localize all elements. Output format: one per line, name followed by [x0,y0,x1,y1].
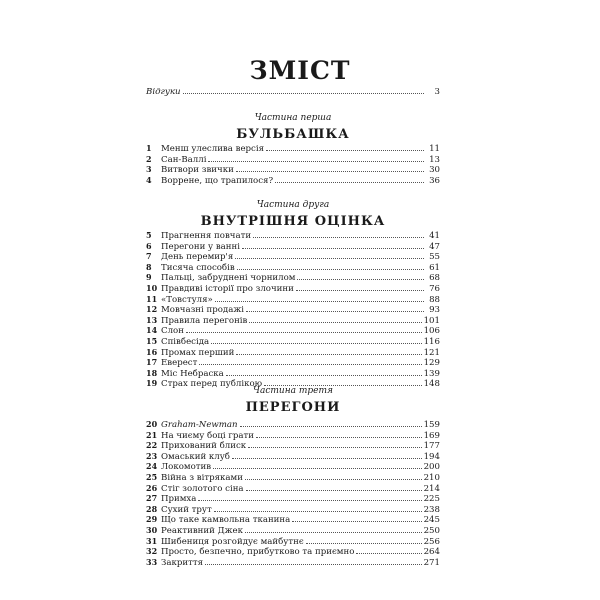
toc-intro [146,86,440,97]
chapter-page: 121 [423,347,440,358]
chapter-title: Graham-Newman [161,420,238,430]
chapter-title: Сухий трут [161,504,212,515]
part-heading [146,113,440,142]
chapter-number: 30 [146,524,158,535]
chapter-title: Співбесіда [161,336,210,347]
chapter-title: Правила перегонів [161,315,248,326]
dot-leader [198,493,421,501]
chapter-number: 25 [146,471,158,482]
chapter-title: Просто, безпечно, прибутково та приємно [161,547,355,558]
toc-row [146,86,440,97]
part-subtitle: Частина третя [253,386,333,396]
chapter-page: 210 [423,472,440,483]
chapter-title: Реактивний Джек [161,525,243,536]
dot-leader [186,325,422,333]
chapter-page: 36 [429,175,440,186]
toc-part-1 [146,143,440,185]
dot-leader [235,251,424,259]
chapter-number: 3 [146,164,152,175]
dot-leader [240,419,422,427]
chapter-number: 13 [146,314,158,325]
chapter-page: 177 [423,441,440,452]
chapter-page: 93 [429,305,440,316]
chapter-number: 24 [146,461,158,472]
part-heading [146,386,440,415]
dot-leader [242,241,424,249]
chapter-page: 214 [423,483,440,494]
toc-row [146,357,440,368]
chapter-title: Воррене, що трапилося? [161,175,274,186]
chapter-number: 5 [146,230,152,240]
dot-leader [245,472,422,480]
dot-leader [249,315,421,323]
toc-row [146,440,440,451]
toc-row [146,451,440,462]
chapter-page: 139 [423,368,440,379]
dot-leader [208,154,424,162]
chapter-number: 29 [146,514,158,525]
part-name: ВНУТРІШНЯ ОЦІНКА [200,214,386,229]
chapter-page: 76 [429,283,440,294]
toc-row [146,304,440,315]
chapter-number: 18 [146,367,158,378]
chapter-number: 31 [146,535,158,546]
chapter-page: 30 [429,165,440,176]
chapter-number: 7 [146,251,152,262]
toc-row [146,483,440,494]
chapter-number: 26 [146,482,158,493]
chapter-page: 68 [429,273,440,284]
toc-row [146,251,440,262]
chapter-number: 15 [146,335,158,346]
chapter-title: Омаський клуб [161,451,230,462]
toc-row [146,514,440,525]
toc-row [146,164,440,175]
chapter-page: 245 [423,515,440,526]
toc-row [146,347,440,358]
chapter-title: Що таке камвольна тканина [161,515,291,526]
toc-row [146,557,440,568]
toc-row [146,154,440,165]
part-subtitle: Частина друга [256,200,330,210]
toc-label: Відгуки [146,87,181,97]
chapter-number: 23 [146,450,158,461]
chapter-page: 271 [423,557,440,568]
chapter-title: «Товстуля» [161,294,213,305]
chapter-number: 28 [146,503,158,514]
dot-leader [248,440,421,448]
toc-row [146,525,440,536]
chapter-number: 19 [146,378,158,389]
chapter-page: 129 [423,358,440,369]
chapter-title: Витвори звички [161,165,234,176]
chapter-page: 101 [423,315,440,326]
chapter-title: Страх перед публікою [161,379,263,390]
chapter-page: 61 [429,262,440,273]
chapter-number: 11 [146,293,158,304]
chapter-page: 116 [423,336,440,347]
chapter-page: 55 [429,252,440,263]
dot-leader [297,272,424,280]
dot-leader [356,546,421,554]
chapter-number: 14 [146,325,158,336]
dot-leader [292,514,421,522]
dot-leader [236,164,424,172]
chapter-number: 22 [146,440,158,451]
chapter-title: Правдиві історії про злочини [161,283,294,294]
toc-row [146,241,440,252]
dot-leader [266,143,424,151]
chapter-page: 264 [423,547,440,558]
chapter-title: Війна з вітряками [161,472,243,483]
toc-row [146,315,440,326]
dot-leader [253,230,424,238]
dot-leader [214,504,422,512]
toc-part-2 [146,230,440,389]
chapter-title: Шибениця розгойдує майбутнє [161,536,304,547]
toc-row [146,294,440,305]
toc-row [146,262,440,273]
chapter-title: Прихований блиск [161,441,247,452]
part-subtitle: Частина перша [254,113,332,123]
toc-row [146,336,440,347]
chapter-number: 16 [146,346,158,357]
dot-leader [213,461,422,469]
chapter-number: 27 [146,493,158,504]
chapter-page: 238 [423,504,440,515]
chapter-number: 17 [146,357,158,368]
chapter-title: Прагнення повчати [161,231,252,241]
part-heading [146,200,440,229]
dot-leader [226,368,422,376]
toc-part-3 [146,419,440,567]
chapter-title: Менш улеслива версія [161,144,265,154]
toc-row [146,536,440,547]
toc-row [146,283,440,294]
toc-row [146,461,440,472]
chapter-title: Еверест [161,358,198,369]
chapter-page: 106 [423,326,440,337]
chapter-title: День перемир'я [161,252,234,263]
chapter-title: Перегони у ванні [161,241,240,252]
toc-row [146,430,440,441]
chapter-title: Мовчазні продажі [161,305,244,316]
dot-leader [306,536,422,544]
toc-row [146,472,440,483]
chapter-title: Промах перший [161,347,235,358]
chapter-title: Слон [161,326,184,337]
dot-leader [232,451,422,459]
chapter-page: 250 [423,525,440,536]
dot-leader [183,86,424,94]
chapter-number: 6 [146,240,152,251]
dot-leader [246,304,424,312]
chapter-number: 21 [146,429,158,440]
toc-row [146,546,440,557]
chapter-page: 148 [423,379,440,390]
toc-row [146,143,440,154]
chapter-page: 200 [423,462,440,473]
chapter-number: 12 [146,304,158,315]
toc-row [146,419,440,430]
chapter-page: 47 [429,241,440,252]
chapter-page: 256 [423,536,440,547]
chapter-page: 194 [423,451,440,462]
chapter-page: 159 [423,420,440,430]
dot-leader [237,262,424,270]
toc-row [146,504,440,515]
dot-leader [211,336,421,344]
dot-leader [275,175,424,183]
chapter-number: 1 [146,143,152,153]
chapter-title: Локомотив [161,462,212,473]
chapter-number: 33 [146,556,158,567]
part-name: ПЕРЕГОНИ [245,400,341,415]
chapter-title: Закриття [161,557,204,568]
chapter-page: 88 [429,294,440,305]
chapter-title: Примха [161,494,197,505]
dot-leader [245,525,422,533]
chapter-number: 8 [146,261,152,272]
chapter-number: 9 [146,272,152,283]
chapter-page: 169 [423,430,440,441]
chapter-title: Пальці, забруднені чорнилом [161,273,296,284]
toc-row [146,368,440,379]
chapter-title: Міс Небраска [161,368,224,379]
dot-leader [205,557,422,565]
chapter-page: 11 [429,144,440,154]
dot-leader [256,430,422,438]
chapter-title: Стіг золотого сіна [161,483,244,494]
toc-row [146,230,440,241]
dot-leader [199,357,421,365]
part-name: БУЛЬБАШКА [236,127,350,142]
page-title: ЗМІСТ [249,56,351,85]
chapter-title: Тисяча способів [161,262,235,273]
chapter-number: 20 [146,419,158,429]
chapter-page: 41 [429,231,440,241]
toc-page: 3 [434,87,440,97]
dot-leader [215,294,424,302]
dot-leader [296,283,424,291]
chapter-number: 4 [146,174,152,185]
chapter-number: 10 [146,282,158,293]
chapter-page: 13 [429,154,440,165]
toc-row [146,175,440,186]
chapter-title: Сан-Валлі [161,154,207,165]
dot-leader [236,347,421,355]
chapter-number: 2 [146,153,152,164]
chapter-page: 225 [423,494,440,505]
toc-row [146,272,440,283]
toc-row [146,325,440,336]
toc-row [146,493,440,504]
chapter-title: На чиєму боці грати [161,430,255,441]
chapter-number: 32 [146,546,158,557]
dot-leader [246,483,422,491]
